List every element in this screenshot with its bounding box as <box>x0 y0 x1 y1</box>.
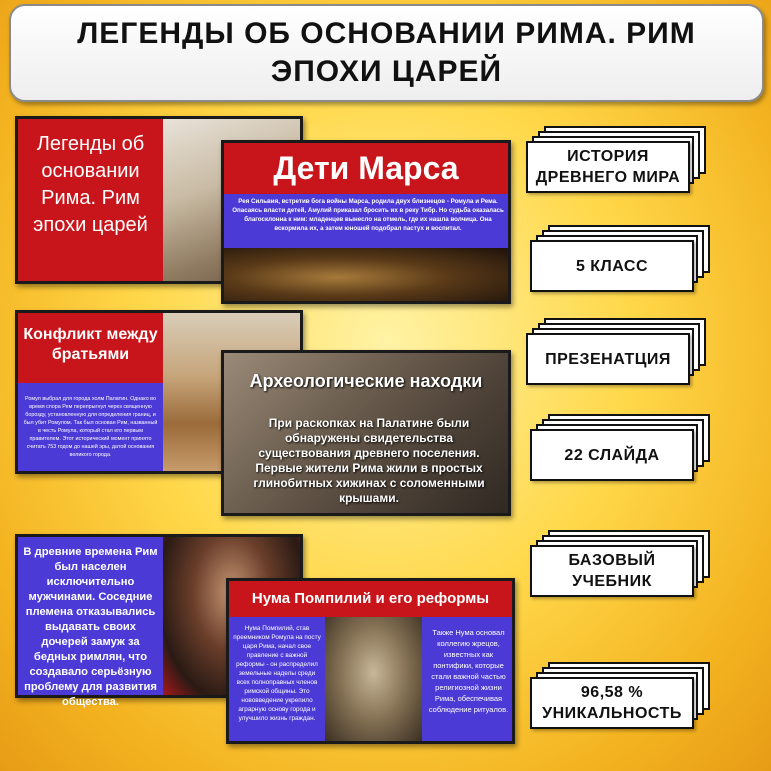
slide-heading: Археологические находки <box>249 371 483 391</box>
slide-body: В древние времена Рим был населен исключительно мужчинами. Соседние племена отказывались выдавать своих дочерей замуж за бедных римлян, что создавало серьёзную проблему для развития общества. <box>23 546 158 708</box>
label-text: 96,58 % УНИКАЛЬНОСТЬ <box>530 677 694 729</box>
label-textbook <box>530 530 710 590</box>
slide-body: При раскопках на Палатине были обнаружены свидетельства существования древнего поселения. Первые жители Рима жили в простых глинобитных хижинах с соломенными крышами. <box>253 416 485 505</box>
page-title: ЛЕГЕНДЫ ОБ ОСНОВАНИИ РИМА. РИМ ЭПОХИ ЦАРЕЙ <box>77 17 696 88</box>
numa-painting-image <box>325 617 422 741</box>
slide-text-left <box>229 617 325 741</box>
slide-heading: Дети Марса <box>273 150 459 186</box>
slide-text-panel <box>224 194 508 248</box>
slide-heading: Нума Помпилий и его реформы <box>251 590 490 607</box>
slide-title-heading: Легенды об основании Рима. Рим эпохи царей <box>33 133 148 236</box>
slide-text-panel <box>18 537 163 708</box>
label-slides-count <box>530 414 710 474</box>
label-uniqueness <box>530 662 710 722</box>
label-text: 5 КЛАСС <box>530 240 694 292</box>
title-banner <box>9 4 764 102</box>
slide-header <box>224 143 508 194</box>
slide-body: Ромул выбрал для города холм Палатин. Однако во время спора Рем перепрыгнул через священную борозду, установленную для определения границ, и был убит Ромулом. Так был основан Рим, названный в честь Ромула, который стал его первым правителем. Этот исторический момент принято считать 753 годом до нашей эры, датой основания великого города. <box>23 396 158 458</box>
slide-body: Рея Сильвия, встретив бога войны Марса, родила двух близнецов - Ромула и Рема. Опасаясь власти детей, Амулий приказал бросить их в реку Тибр. Но судьба оказалась благосклонна к ним: младенцев вынесло на отмель, где их нашла волчица. Она вскормила их, а затем юношей подобрал пастух и воспитал. <box>232 198 504 232</box>
label-history <box>526 126 706 186</box>
label-text: ИСТОРИЯ ДРЕВНЕГО МИРА <box>526 141 690 193</box>
label-text: ПРЕЗЕНАТЦИЯ <box>526 333 690 385</box>
slide-text-right <box>422 617 512 741</box>
slide-archaeology <box>221 350 511 516</box>
slide-numa-pompilius <box>226 578 515 744</box>
slide-text-panel <box>18 383 163 471</box>
slide-header <box>18 313 163 383</box>
wolf-painting-image <box>224 248 508 301</box>
label-grade <box>530 225 710 285</box>
label-presentation <box>526 318 706 378</box>
label-text: БАЗОВЫЙ УЧЕБНИК <box>530 545 694 597</box>
slide-title-panel <box>18 119 163 281</box>
slide-heading: Конфликт между братьями <box>23 326 158 363</box>
slide-body-right: Также Нума основал коллегию жрецов, известных как понтифики, которые стали важной частью религиозной жизни Рима, обеспечивая соблюдение ритуалов. <box>428 628 509 714</box>
slide-body-left: Нума Помпилий, став преемником Ромула на посту царя Рима, начал свое правление с важной реформы - он распределил земельные наделы среди всех полноправных членов римской общины. Это нововведение укрепило аграрную основу города и улучшило жизнь граждан. <box>233 625 321 722</box>
slide-children-of-mars <box>221 140 511 304</box>
label-text: 22 СЛАЙДА <box>530 429 694 481</box>
slide-header <box>229 581 512 617</box>
